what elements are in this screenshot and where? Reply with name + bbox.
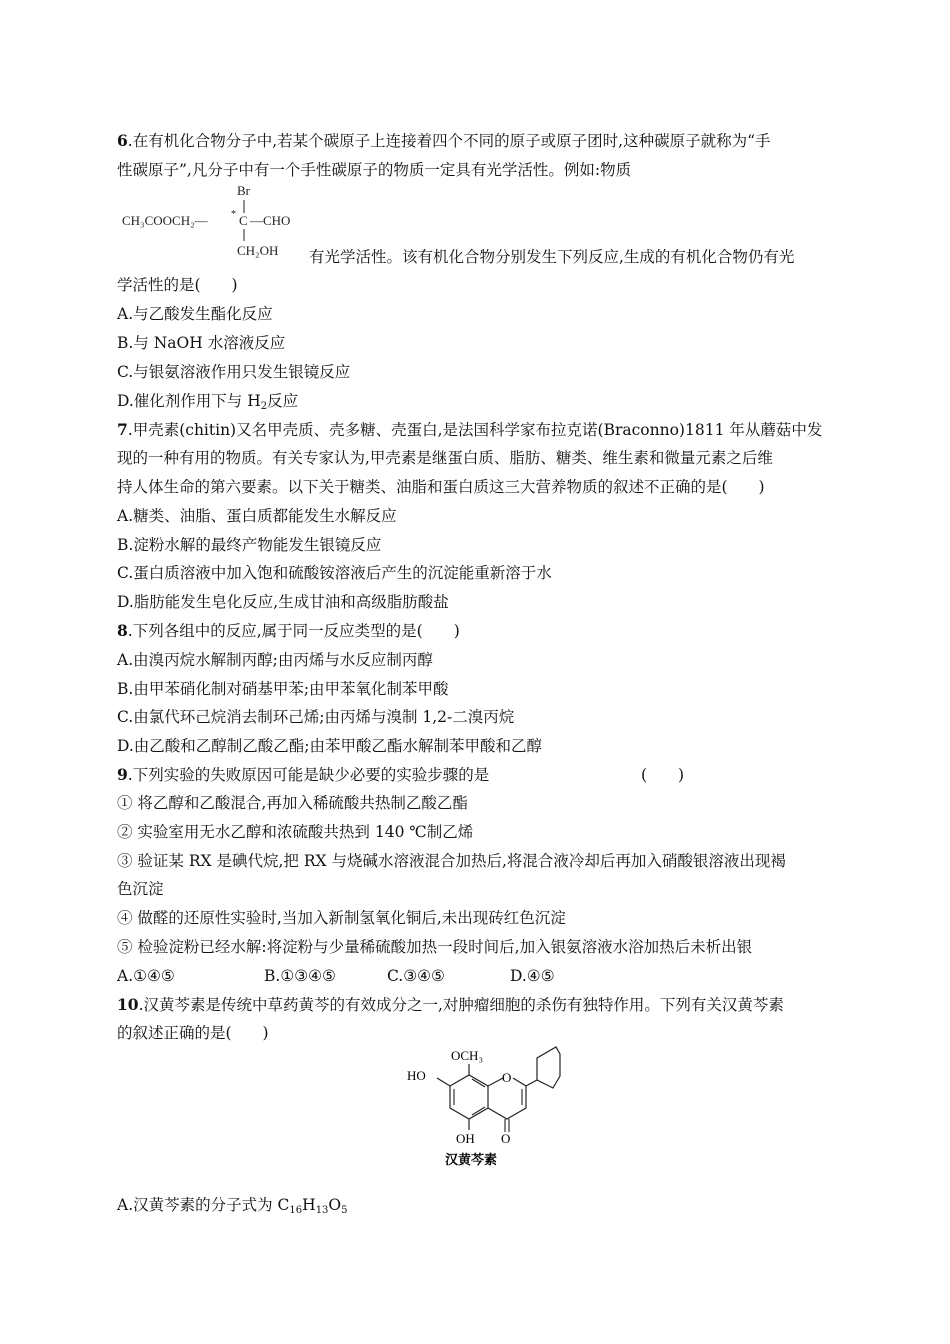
- q9-item-4: ④ 做醛的还原性实验时,当加入新制氢氧化铜后,未出现砖红色沉淀: [117, 909, 566, 927]
- label-ring-o: O: [502, 1070, 512, 1085]
- q10-option-a-text: A.汉黄芩素的分子式为 C: [117, 1196, 290, 1214]
- q9-item-5: ⑤ 检验淀粉已经水解:将淀粉与少量稀硫酸加热一段时间后,加入银氨溶液水浴加热后未析出银: [117, 938, 753, 956]
- q8-line-1: [117, 621, 460, 641]
- q10-sub-c: 16: [289, 1205, 303, 1216]
- q10-o: O: [328, 1196, 342, 1214]
- formula-left-group: CH₃COOCH₂—: [122, 213, 208, 228]
- q6-text-1: .在有机化合物分子中,若某个碳原子上连接着四个不同的原子或原子团时,这种碳原子就称为“手: [127, 132, 771, 150]
- q6-number: 6: [117, 131, 128, 150]
- q7-option-c: C.蛋白质溶液中加入饱和硫酸铵溶液后产生的沉淀能重新溶于水: [117, 564, 552, 582]
- q7-number: 7: [117, 420, 128, 439]
- q9-line-1: [117, 765, 489, 785]
- ring-a-bonds: [450, 1075, 488, 1119]
- q7-line-3: 持人体生命的第六要素。以下关于糖类、油脂和蛋白质这三大营养物质的叙述不正确的是( ): [117, 478, 765, 496]
- q8-text-1: .下列各组中的反应,属于同一反应类型的是( ): [127, 622, 460, 640]
- q7-text-1: .甲壳素(chitin)又名甲壳质、壳多糖、壳蛋白,是法国科学家布拉克诺(Braconno)1811 年从蘑菇中发: [127, 421, 823, 439]
- q7-option-a: A.糖类、油脂、蛋白质都能发生水解反应: [117, 507, 397, 525]
- q9-option-a: A.①④⑤: [117, 967, 175, 985]
- label-ho-top: HO: [407, 1068, 426, 1083]
- q9-option-c: C.③④⑤: [387, 967, 445, 985]
- q6-structural-formula: [120, 183, 310, 263]
- q9-item-3a: ③ 验证某 RX 是碘代烷,把 RX 与烧碱水溶液混合加热后,将混合液冷却后再加入硝酸银溶液出现褐: [117, 852, 786, 870]
- formula-bottom-group: CH₂OH: [237, 243, 279, 258]
- q9-option-b: B.①③④⑤: [264, 967, 336, 985]
- q6-option-a: A.与乙酸发生酯化反应: [117, 305, 273, 323]
- q6-line-1: [117, 131, 771, 151]
- q9-item-1: ① 将乙醇和乙酸混合,再加入稀硫酸共热制乙酸乙酯: [117, 794, 468, 812]
- q10-number: 10: [117, 995, 139, 1014]
- label-och3: OCH₃: [451, 1048, 483, 1063]
- formula-br: Br: [237, 183, 250, 198]
- q6-option-b: B.与 NaOH 水溶液反应: [117, 334, 286, 352]
- formula-center-carbon: C: [239, 213, 248, 228]
- q10-sub-h: 13: [315, 1205, 329, 1216]
- q7-line-1: [117, 420, 822, 440]
- phenyl-link: [526, 1080, 537, 1086]
- q9-item-2: ② 实验室用无水乙醇和浓硫酸共热到 140 ℃制乙烯: [117, 823, 474, 841]
- ho-top-bond: [437, 1078, 450, 1086]
- q10-line-1: [117, 995, 784, 1015]
- q6-option-d-text: D.催化剂作用下与 H: [117, 392, 261, 410]
- formula-right-group: —CHO: [250, 213, 291, 228]
- q10-sub-o: 5: [341, 1205, 348, 1216]
- label-oh-bottom: OH: [456, 1131, 475, 1146]
- ring-c-o-bond-1: [488, 1078, 503, 1086]
- q6-option-d-tail: 反应: [267, 392, 299, 410]
- q7-option-b: B.淀粉水解的最终产物能发生银镜反应: [117, 536, 382, 554]
- q10-h: H: [302, 1196, 316, 1214]
- q9-option-d: D.④⑤: [510, 967, 555, 985]
- q10-line-2: 的叙述正确的是( ): [117, 1024, 269, 1042]
- wogonin-structure: [395, 1040, 565, 1170]
- q8-option-b: B.由甲苯硝化制对硝基甲苯;由甲苯氧化制苯甲酸: [117, 680, 449, 698]
- q10-option-a: [117, 1195, 348, 1215]
- q6-line-2: 性碳原子”,凡分子中有一个手性碳原子的物质一定具有光学活性。例如:物质: [117, 161, 632, 179]
- q8-option-d: D.由乙酸和乙醇制乙酸乙酯;由苯甲酸乙酯水解制苯甲酸和乙醇: [117, 737, 543, 755]
- q9-number: 9: [117, 765, 128, 784]
- q8-option-c: C.由氯代环己烷消去制环己烯;由丙烯与溴制 1,2-二溴丙烷: [117, 708, 515, 726]
- formula-chiral-star: *: [231, 209, 236, 220]
- q8-option-a: A.由溴丙烷水解制丙醇;由丙烯与水反应制丙醇: [117, 651, 433, 669]
- q10-text-1: .汉黄芩素是传统中草药黄芩的有效成分之一,对肿瘤细胞的杀伤有独特作用。下列有关汉黄芩素: [138, 996, 784, 1014]
- q6-option-d-sub: 2: [260, 401, 268, 412]
- structure-caption: 汉黄芩素: [445, 1152, 498, 1167]
- q9-answer-bracket: ( ): [641, 766, 685, 784]
- q6-option-d: [117, 391, 298, 411]
- label-carbonyl-o: O: [501, 1131, 511, 1146]
- q7-option-d: D.脂肪能发生皂化反应,生成甘油和高级脂肪酸盐: [117, 593, 449, 611]
- q9-item-3b: 色沉淀: [117, 880, 164, 898]
- q9-text-1: .下列实验的失败原因可能是缺少必要的实验步骤的是: [127, 766, 490, 784]
- q8-number: 8: [117, 621, 128, 640]
- q6-option-c: C.与银氨溶液作用只发生银镜反应: [117, 363, 351, 381]
- phenyl-ring: [537, 1047, 560, 1088]
- q6-line-3: 有光学活性。该有机化合物分别发生下列反应,生成的有机化合物仍有光: [309, 248, 795, 266]
- q6-line-4: 学活性的是( ): [117, 276, 238, 294]
- q7-line-2: 现的一种有用的物质。有关专家认为,甲壳素是继蛋白质、脂肪、糖类、维生素和微量元素之后维: [117, 449, 773, 467]
